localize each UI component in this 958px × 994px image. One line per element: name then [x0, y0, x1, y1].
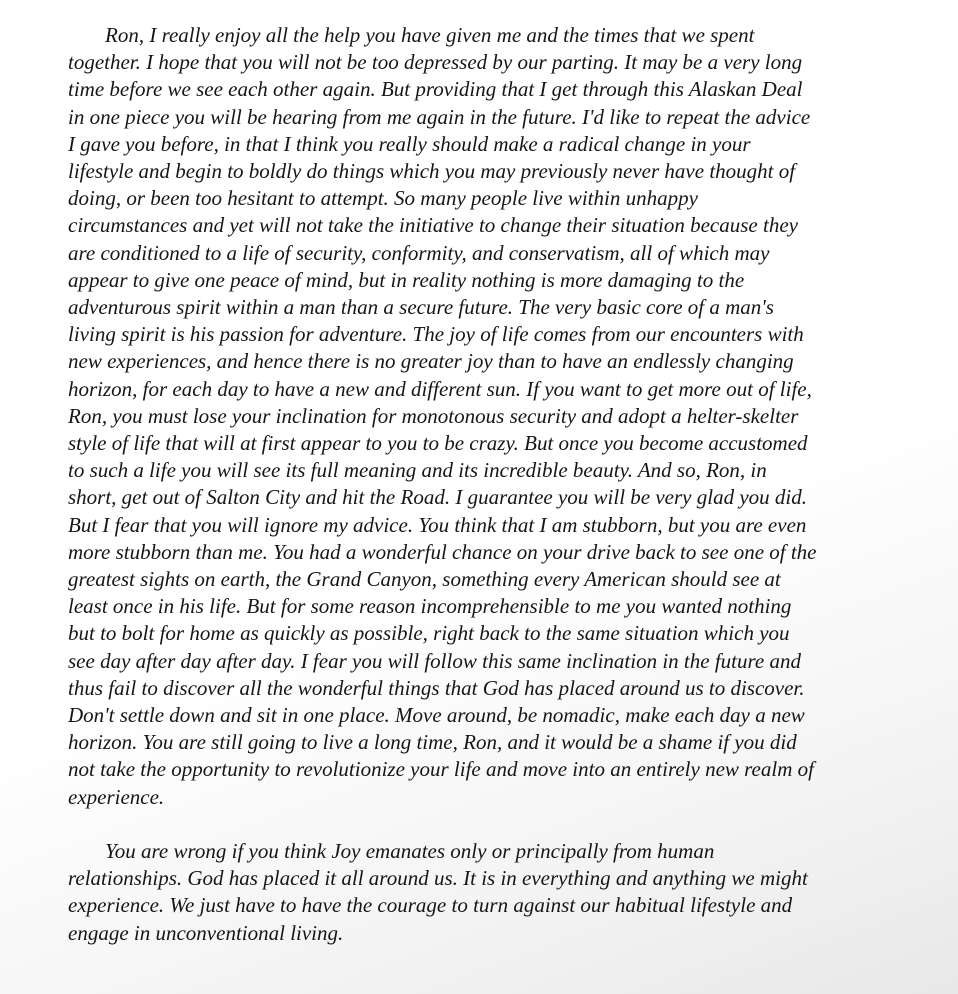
- text-line: You are wrong if you think Joy emanates only or principally from human: [105, 838, 715, 863]
- text-line: least once in his life. But for some reason incomprehensible to me you wanted nothing: [68, 594, 792, 619]
- text-line: in one piece you will be hearing from me again in the future. I'd like to repeat the advice: [68, 104, 811, 129]
- text-line: relationships. God has placed it all around us. It is in everything and anything we might: [68, 866, 808, 891]
- text-line: lifestyle and begin to boldly do things which you may previously never have thought of: [68, 159, 796, 184]
- text-line: Ron, you must lose your inclination for monotonous security and adopt a helter-skelter: [68, 403, 799, 428]
- text-line: see day after day after day. I fear you will follow this same inclination in the future and: [68, 648, 801, 673]
- text-line: new experiences, and hence there is no greater joy than to have an endlessly changing: [68, 349, 794, 374]
- text-line: circumstances and yet will not take the initiative to change their situation because they: [68, 213, 798, 238]
- text-line: experience. We just have to have the courage to turn against our habitual lifestyle and: [68, 893, 793, 918]
- text-line: Don't settle down and sit in one place. Move around, be nomadic, make each day a new: [68, 703, 805, 728]
- text-line: style of life that will at first appear to you to be crazy. But once you become accustomed: [68, 431, 808, 456]
- text-line: are conditioned to a life of security, conformity, and conservatism, all of which may: [68, 240, 770, 265]
- text-line: not take the opportunity to revolutionize your life and move into an entirely new realm of: [68, 757, 814, 782]
- letter-text: [68, 22, 913, 947]
- text-line: horizon. You are still going to live a long time, Ron, and it would be a shame if you did: [68, 730, 797, 755]
- text-line: I gave you before, in that I think you really should make a radical change in your: [68, 131, 751, 156]
- text-line: time before we see each other again. But providing that I get through this Alaskan Deal: [68, 77, 803, 102]
- text-line: horizon, for each day to have a new and different sun. If you want to get more out of life,: [68, 376, 812, 401]
- text-line: living spirit is his passion for adventure. The joy of life comes from our encounters with: [68, 322, 804, 347]
- text-line: experience.: [68, 784, 165, 809]
- text-line: more stubborn than me. You had a wonderful chance on your drive back to see one of the: [68, 539, 817, 564]
- text-line: greatest sights on earth, the Grand Canyon, something every American should see at: [68, 567, 781, 592]
- paragraph-2: [68, 838, 913, 947]
- text-line: engage in unconventional living.: [68, 920, 344, 945]
- text-line: to such a life you will see its full meaning and its incredible beauty. And so, Ron, in: [68, 458, 767, 483]
- text-line: adventurous spirit within a man than a secure future. The very basic core of a man's: [68, 295, 774, 320]
- text-line: short, get out of Salton City and hit the Road. I guarantee you will be very glad you did.: [68, 485, 807, 510]
- text-line: Ron, I really enjoy all the help you have given me and the times that we spent: [105, 23, 755, 47]
- text-line: thus fail to discover all the wonderful things that God has placed around us to discover.: [68, 675, 805, 700]
- paragraph-spacer: [68, 811, 913, 838]
- text-line: doing, or been too hesitant to attempt. So many people live within unhappy: [68, 186, 698, 211]
- text-line: but to bolt for home as quickly as possible, right back to the same situation which you: [68, 621, 790, 646]
- text-line: together. I hope that you will not be too depressed by our parting. It may be a very long: [68, 50, 803, 75]
- text-line: appear to give one peace of mind, but in reality nothing is more damaging to the: [68, 267, 745, 292]
- text-line: But I fear that you will ignore my advice. You think that I am stubborn, but you are even: [68, 512, 807, 537]
- paragraph-1: [68, 22, 913, 811]
